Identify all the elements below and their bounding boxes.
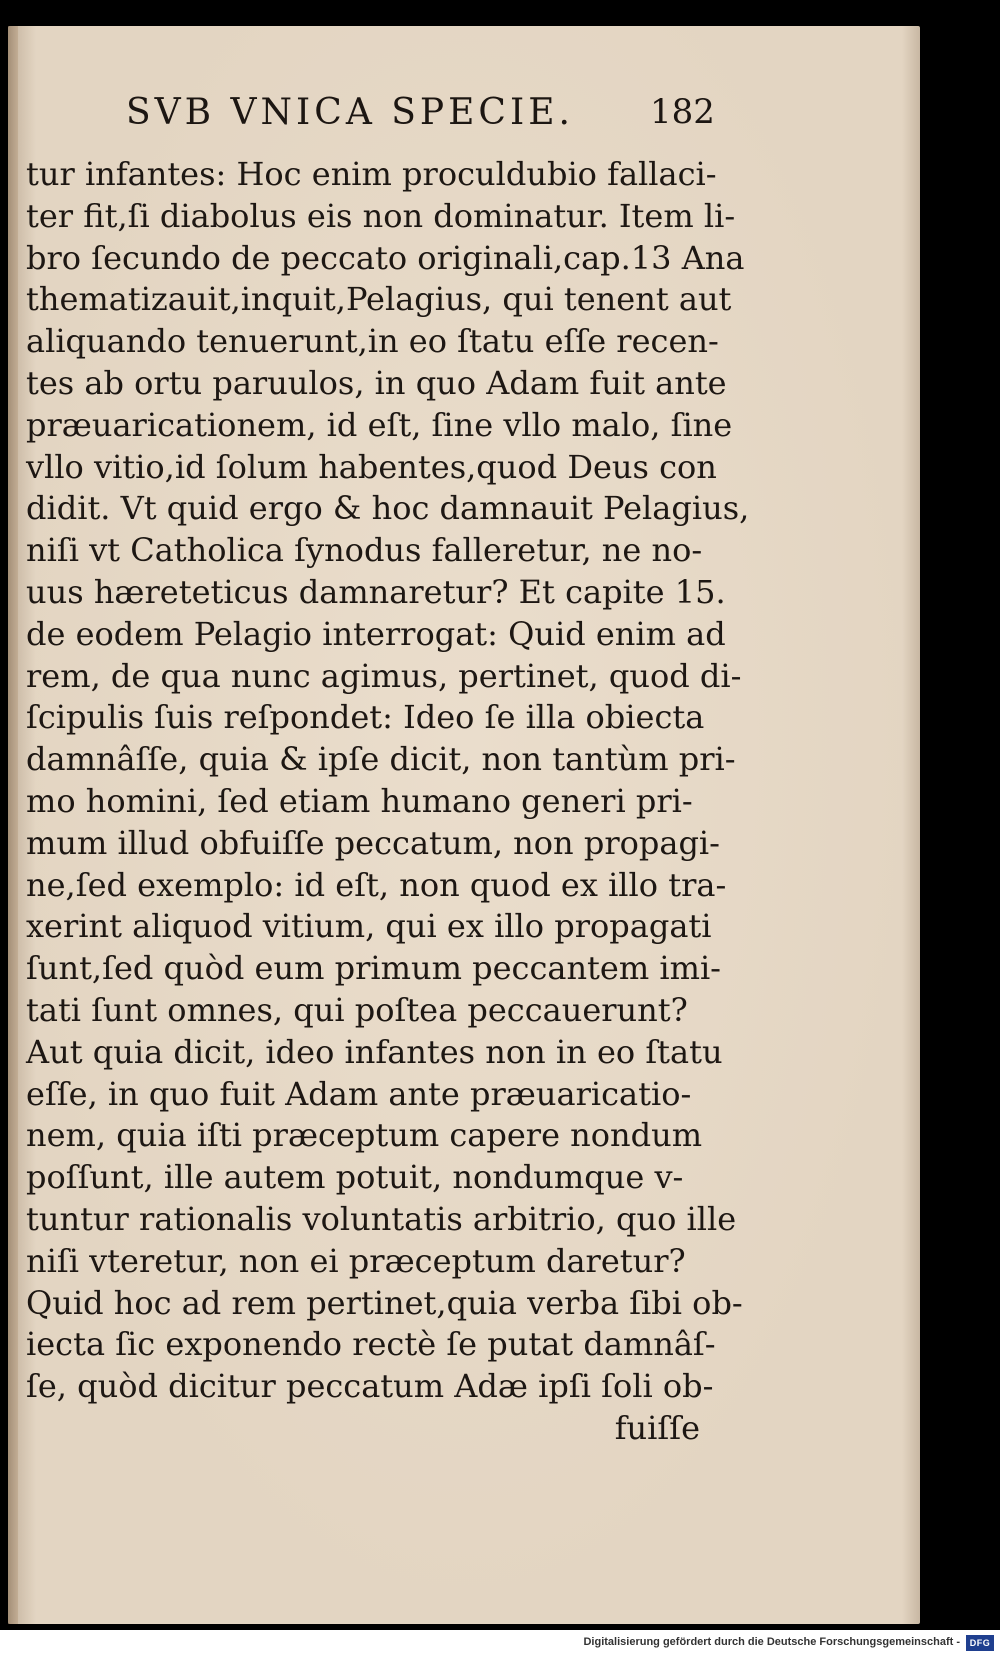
text-line: tur infantes: Hoc enim proculdubio fallaci- [26, 155, 717, 193]
text-line: nem, quia iſti præceptum capere nondum [26, 1116, 703, 1155]
text-line: Aut quia dicit, ideo infantes non in eo ſtatu [26, 1032, 723, 1071]
running-head [8, 92, 920, 152]
text-line: bro ſecundo de peccato originali,cap.13 Ana [26, 238, 745, 277]
text-line: rem, de qua nunc agimus, pertinet, quod di- [26, 656, 742, 695]
text-line: thematizauit,inquit,Pelagius, qui tenent aut [26, 280, 732, 319]
catchword: fuiſſe [614, 1408, 700, 1447]
text-line: ter fit,ſi diabolus eis non dominatur. Item li- [26, 196, 736, 235]
text-line: ſunt,ſed quòd eum primum peccantem imi- [26, 949, 721, 988]
text-line: tuntur rationalis voluntatis arbitrio, quo ille [26, 1199, 737, 1238]
page-gutter-shadow [8, 26, 18, 1624]
text-line: tes ab ortu paruulos, in quo Adam fuit ante [26, 363, 727, 402]
text-line: vllo vitio,id ſolum habentes,quod Deus con [26, 447, 717, 486]
text-line: eſſe, in quo fuit Adam ante præuaricatio- [26, 1074, 692, 1113]
text-line: mo homini, ſed etiam humano generi pri- [26, 781, 693, 820]
text-line: de eodem Pelagio interrogat: Quid enim ad [26, 614, 726, 653]
dfg-logo-icon[interactable]: DFG [966, 1635, 994, 1651]
text-line: damnâſſe, quia & ipſe dicit, non tantùm pri- [26, 740, 736, 779]
text-line: xerint aliquod vitium, qui ex illo propagati [26, 907, 712, 946]
text-line: ſe, quòd dicitur peccatum Adæ ipſi ſoli ob- [26, 1367, 714, 1406]
text-line: iecta ſic exponendo rectè ſe putat damnâſ- [26, 1325, 716, 1364]
body-text [26, 154, 750, 1450]
text-line: niſi vt Catholica ſynodus falleretur, ne no- [26, 531, 703, 570]
text-line: uus hæreteticus damnaretur? Et capite 15. [26, 572, 726, 611]
book-page [8, 26, 920, 1624]
text-line: didit. Vt quid ergo & hoc damnauit Pelagius, [26, 489, 750, 528]
text-line: præuaricationem, id eſt, ſine vllo malo, ſine [26, 405, 733, 444]
text-line: niſi vteretur, non ei præceptum daretur? [26, 1241, 686, 1280]
funding-credit: Digitalisierung gefördert durch die Deutsche Forschungsgemeinschaft - [583, 1636, 960, 1648]
text-line: Quid hoc ad rem pertinet,quia verba ſibi ob- [26, 1283, 743, 1322]
text-line: ſcipulis ſuis reſpondet: Ideo ſe illa obiecta [26, 698, 705, 737]
text-line: tati ſunt omnes, qui poſtea peccauerunt? [26, 990, 688, 1029]
text-line: poſſunt, ille autem potuit, nondumque v- [26, 1158, 684, 1197]
digitization-footer [0, 1630, 1000, 1658]
text-line: mum illud obfuiſſe peccatum, non propagi- [26, 823, 720, 862]
text-line: ne,ſed exemplo: id eſt, non quod ex illo tra- [26, 865, 727, 904]
page-number: 182 [650, 92, 715, 132]
running-head-title: SVB VNICA SPECIE. [126, 92, 574, 133]
text-line: aliquando tenuerunt,in eo ſtatu eſſe recen- [26, 322, 719, 361]
